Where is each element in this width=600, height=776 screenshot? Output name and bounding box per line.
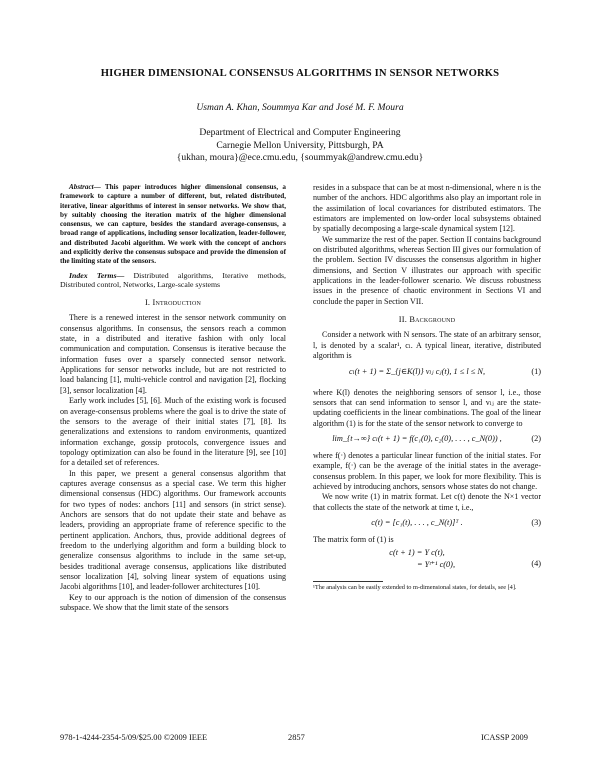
equation-1-number: (1) bbox=[531, 366, 541, 376]
footer-venue: ICASSP 2009 bbox=[481, 733, 528, 742]
footnote-divider bbox=[313, 581, 383, 582]
left-column bbox=[60, 183, 286, 613]
equation-4-body bbox=[323, 547, 511, 571]
index-terms bbox=[60, 271, 286, 290]
right-column bbox=[313, 183, 541, 593]
affiliation-university: Carnegie Mellon University, Pittsburgh, PA bbox=[216, 139, 384, 151]
intro-paragraph-6: We summarize the rest of the paper. Section II contains background on distributed algorithms, whereas Section III gives our formulation of the problem. Section IV discusses the consensus algorithm in higher dimensions, and Section V illustrates our approach with specific applications in the leader-follower scenario. We discuss robustness issues in the presence of chaotic environment in Sections VI and conclude the paper in Section VII. bbox=[313, 234, 541, 306]
intro-paragraph-1: There is a renewed interest in the sensor network community on consensus algorithms. In consensus, the sensors reach a common state, in a distributed and iterative fashion with only local communication and computation. Consensus is iterative because the information fuses over a sparsely connected sensor network. Applications for sensor networks include, but are not restricted to load balancing [1], multi-vehicle control and navigation [2], flocking [3], sensor localization [4]. bbox=[60, 313, 286, 395]
equation-3-number: (3) bbox=[531, 517, 541, 527]
background-paragraph-2: where K(l) denotes the neighboring sensors of sensor l, i.e., those sensors that can send information to sensor l, and vₗⱼ are the state-updating coefficients in the linear combinations. The goal of the linear algorithm (1) is for the state of the sensor network to converge to bbox=[313, 387, 541, 428]
author-list: Usman A. Khan, Soummya Kar and José M. F. Moura bbox=[196, 102, 404, 113]
background-paragraph-4: We now write (1) in matrix format. Let c(t) denote the N×1 vector that collects the state of the network at time t, i.e., bbox=[313, 492, 541, 512]
abstract bbox=[60, 183, 286, 267]
equation-2-body: lim_{t→∞} cₗ(t + 1) = f(c₁(0), c₂(0), . . . , c_N(0)) , bbox=[332, 433, 502, 443]
equation-1-body: cₗ(t + 1) = Σ_{j∈K(l)} vₗⱼ cⱼ(t), 1 ≤ l ≤ N, bbox=[348, 366, 486, 376]
footnote-1: ¹The analysis can be easily extended to m-dimensional states, for details, see [4]. bbox=[313, 584, 517, 592]
background-paragraph-5: The matrix form of (1) is bbox=[313, 534, 394, 544]
background-paragraph-3: where f(·) denotes a particular linear function of the initial states. For example, f(·) can be the average of the initial states in the average-consensus problem. In this paper, we look for more flexibility. This is achieved by introducing anchors, sensors whose states do not change. bbox=[313, 450, 541, 491]
abstract-label: Abstract— bbox=[69, 183, 101, 191]
affiliation-block bbox=[0, 127, 600, 165]
affiliation-emails: {ukhan, moura}@ece.cmu.edu, {soummyak@andrew.cmu.edu} bbox=[176, 152, 424, 164]
equation-2 bbox=[313, 429, 541, 451]
abstract-text: This paper introduces higher dimensional consensus, a framework to capture a number of different, but, related distributed, iterative, linear algorithms of interest in sensor networks. We show that, by suitably choosing the iteration matrix of the higher dimensional consensus, we can capture, besides the standard average-consensus, a broad range of applications, including sensor localization, leader-follower, and distributed Jacobi algorithm. We work with the concept of anchors and explicitly derive the consensus subspace and provide the dimension of the limiting state of the sensors. bbox=[60, 183, 286, 266]
equation-4-line-2: = Υᵗ⁺¹ c(0), bbox=[416, 560, 456, 570]
section-heading-introduction: I. Introduction bbox=[144, 298, 202, 308]
index-terms-label: Index Terms— bbox=[69, 270, 125, 280]
equation-4-line-1: c(t + 1) = Υ c(t), bbox=[389, 548, 445, 558]
intro-paragraph-2: Early work includes [5], [6]. Much of the existing work is focused on average-consensus problems where the goal is to drive the state of the sensors to the average of their initial states [7], [8]. Its generalizations and extensions to random environments, quantized information exchange, gossip protocols, convergence issues and topology optimization can also be found in the literature [9], see [10] for a detailed set of references. bbox=[60, 396, 286, 468]
equation-1 bbox=[313, 362, 541, 388]
equation-3 bbox=[313, 513, 541, 535]
intro-paragraph-5: resides in a subspace that can be at most n-dimensional, where n is the number of the anchors. HDC algorithms also play an important role in the assimilation of local covariances for distributed estimators. The estimators are implemented on low-order local subsystems obtained by spatially decomposing a large-scale dynamical system [12]. bbox=[313, 183, 541, 234]
index-terms-text: Distributed algorithms, Iterative methods, Distributed control, Networks, Large-scale systems bbox=[60, 270, 286, 290]
section-heading-background: II. Background bbox=[398, 315, 456, 325]
equation-3-body: c(t) = [c₁(t), . . . , c_N(t)]ᵀ . bbox=[371, 517, 463, 527]
paper-title: HIGHER DIMENSIONAL CONSENSUS ALGORITHMS IN SENSOR NETWORKS bbox=[100, 68, 500, 79]
equation-4 bbox=[313, 545, 541, 573]
affiliation-department: Department of Electrical and Computer Engineering bbox=[199, 127, 401, 138]
footer-isbn: 978-1-4244-2354-5/09/$25.00 ©2009 IEEE bbox=[60, 733, 208, 742]
intro-paragraph-4: Key to our approach is the notion of dimension of the consensus subspace. We show that the limit state of the sensors bbox=[60, 592, 286, 613]
equation-2-number: (2) bbox=[531, 433, 541, 443]
footer-page-number: 2857 bbox=[288, 733, 305, 742]
background-paragraph-1: Consider a network with N sensors. The state of an arbitrary sensor, l, is denoted by a scalar¹, cₗ. A typical linear, iterative, distributed algorithm is bbox=[313, 330, 541, 361]
intro-paragraph-3: In this paper, we present a general consensus algorithm that captures average consensus as a special case. We term this higher dimensional consensus (HDC) algorithms. Our framework accounts for two types of nodes: anchors [11] and sensors (in strict sense). Anchors are sensors that do not update their state and behave as leaders, providing an appropriate frame of reference specific to the pertinent application. Anchors, thus, provide additional degrees of freedom to the underlying algorithm and form a building block to generalize consensus algorithms to include in the same set-up, besides traditional average consensus, applications like distributed sensor localization [4], solving linear system of equations using Jacobi algorithms [10], and leader-follower architectures [10]. bbox=[60, 468, 286, 592]
equation-4-number: (4) bbox=[531, 559, 541, 569]
